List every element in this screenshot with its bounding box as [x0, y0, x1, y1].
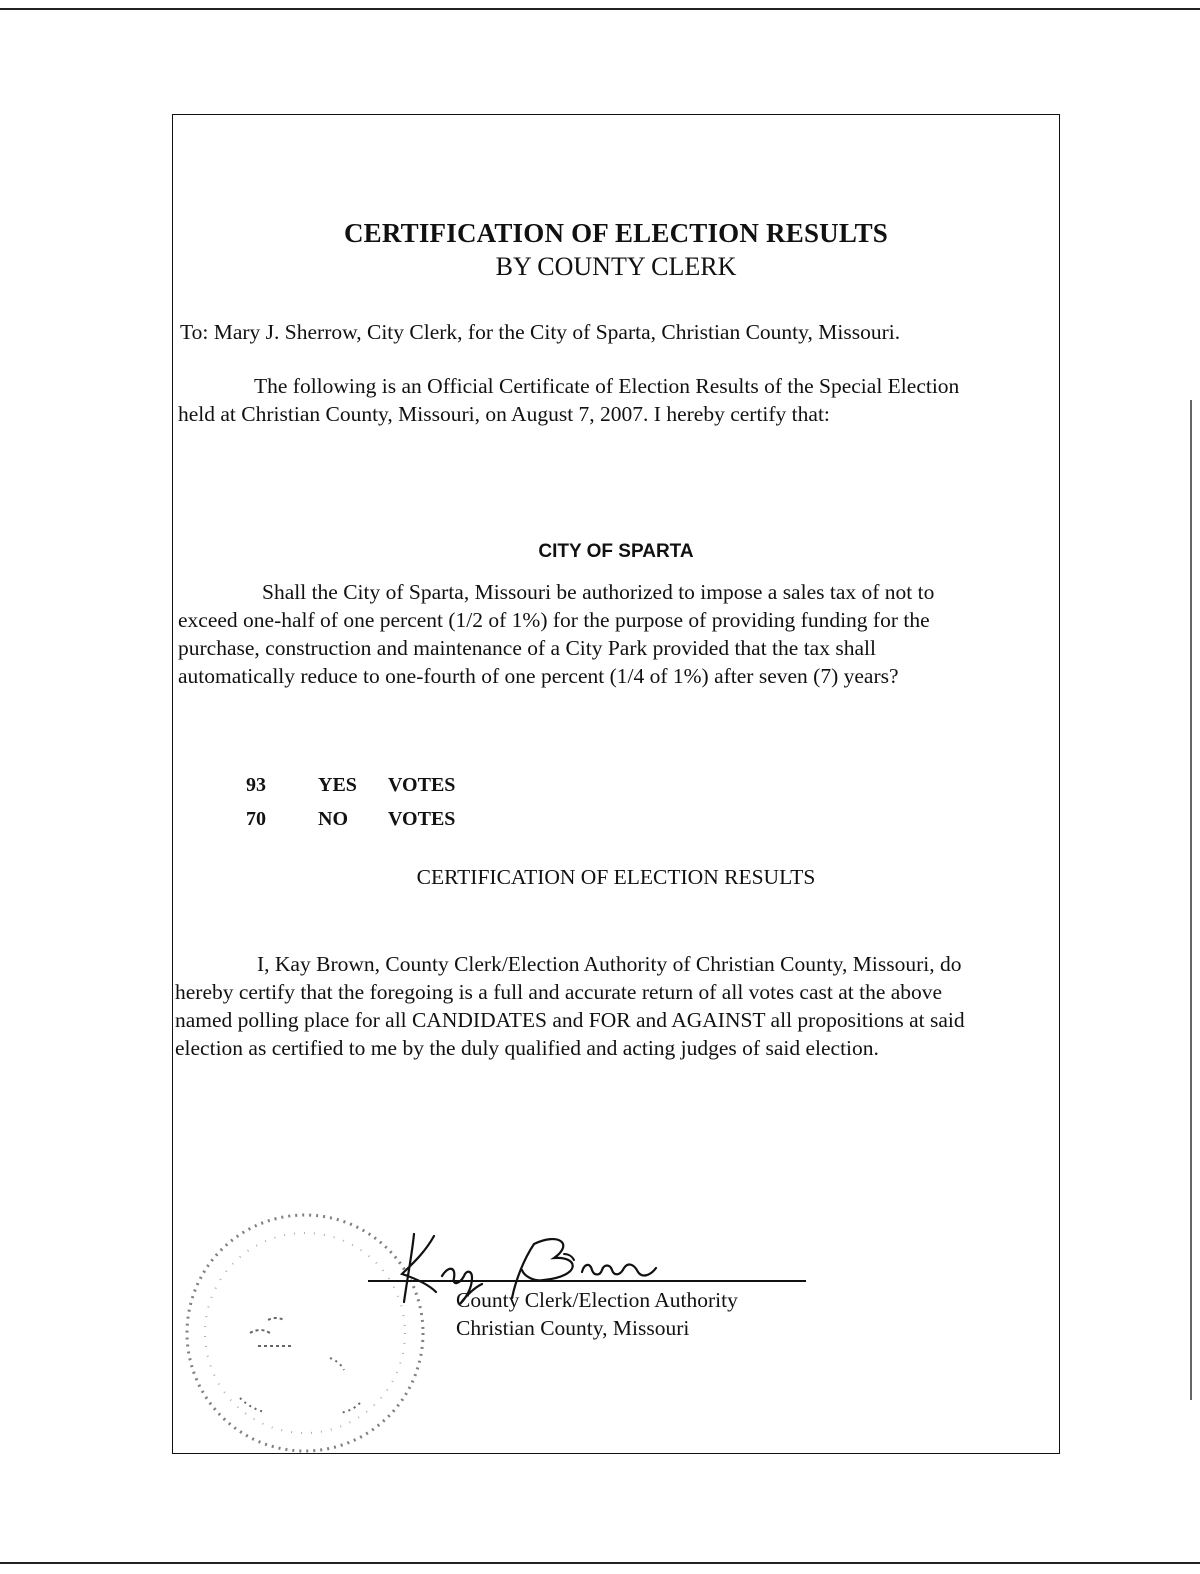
- intro-line: The following is an Official Certificate of Election Results of the Special Election: [254, 374, 960, 398]
- certification-line: election as certified to me by the duly qualified and acting judges of said election.: [175, 1036, 879, 1060]
- question-line: Shall the City of Sparta, Missouri be authorized to impose a sales tax of not to: [262, 580, 935, 604]
- signatory-title: [456, 1286, 738, 1342]
- document-title: CERTIFICATION OF ELECTION RESULTS: [343, 218, 889, 248]
- vote-label: VOTES: [388, 808, 456, 830]
- vote-count: 70: [246, 808, 266, 830]
- section-heading: CITY OF SPARTA: [538, 541, 694, 562]
- vote-choice: YES: [318, 774, 357, 796]
- signatory-title-line: Christian County, Missouri: [456, 1316, 690, 1340]
- vote-count: 93: [246, 774, 266, 796]
- intro-paragraph: [178, 372, 959, 428]
- question-line: purchase, construction and maintenance of a City Park provided that the tax shall: [178, 636, 876, 660]
- certification-heading: CERTIFICATION OF ELECTION RESULTS: [416, 865, 816, 889]
- recipient-line: To: Mary J. Sherrow, City Clerk, for the City of Sparta, Christian County, Missouri.: [180, 320, 901, 344]
- question-line: automatically reduce to one-fourth of one percent (1/4 of 1%) after seven (7) years?: [178, 664, 899, 688]
- ballot-question: [178, 578, 934, 690]
- signatory-title-line: County Clerk/Election Authority: [456, 1288, 738, 1312]
- certification-line: I, Kay Brown, County Clerk/Election Authority of Christian County, Missouri, do: [257, 952, 962, 976]
- vote-results: [246, 768, 455, 836]
- signature-line: [368, 1280, 806, 1282]
- question-line: exceed one-half of one percent (1/2 of 1%) for the purpose of providing funding for the: [178, 608, 930, 632]
- vote-choice: NO: [318, 808, 348, 830]
- scan-edge-top: [0, 8, 1200, 10]
- certification-line: hereby certify that the foregoing is a full and accurate return of all votes cast at the above: [175, 980, 943, 1004]
- intro-line: held at Christian County, Missouri, on August 7, 2007. I hereby certify that:: [178, 402, 830, 426]
- scan-edge-right: [1190, 400, 1192, 1400]
- vote-row-no: [246, 802, 455, 836]
- certification-paragraph: [175, 950, 965, 1062]
- vote-label: VOTES: [388, 774, 456, 796]
- vote-row-yes: [246, 768, 455, 802]
- document-subtitle: BY COUNTY CLERK: [495, 252, 737, 281]
- scan-edge-bottom: [0, 1562, 1200, 1564]
- certification-line: named polling place for all CANDIDATES and FOR and AGAINST all propositions at said: [175, 1008, 965, 1032]
